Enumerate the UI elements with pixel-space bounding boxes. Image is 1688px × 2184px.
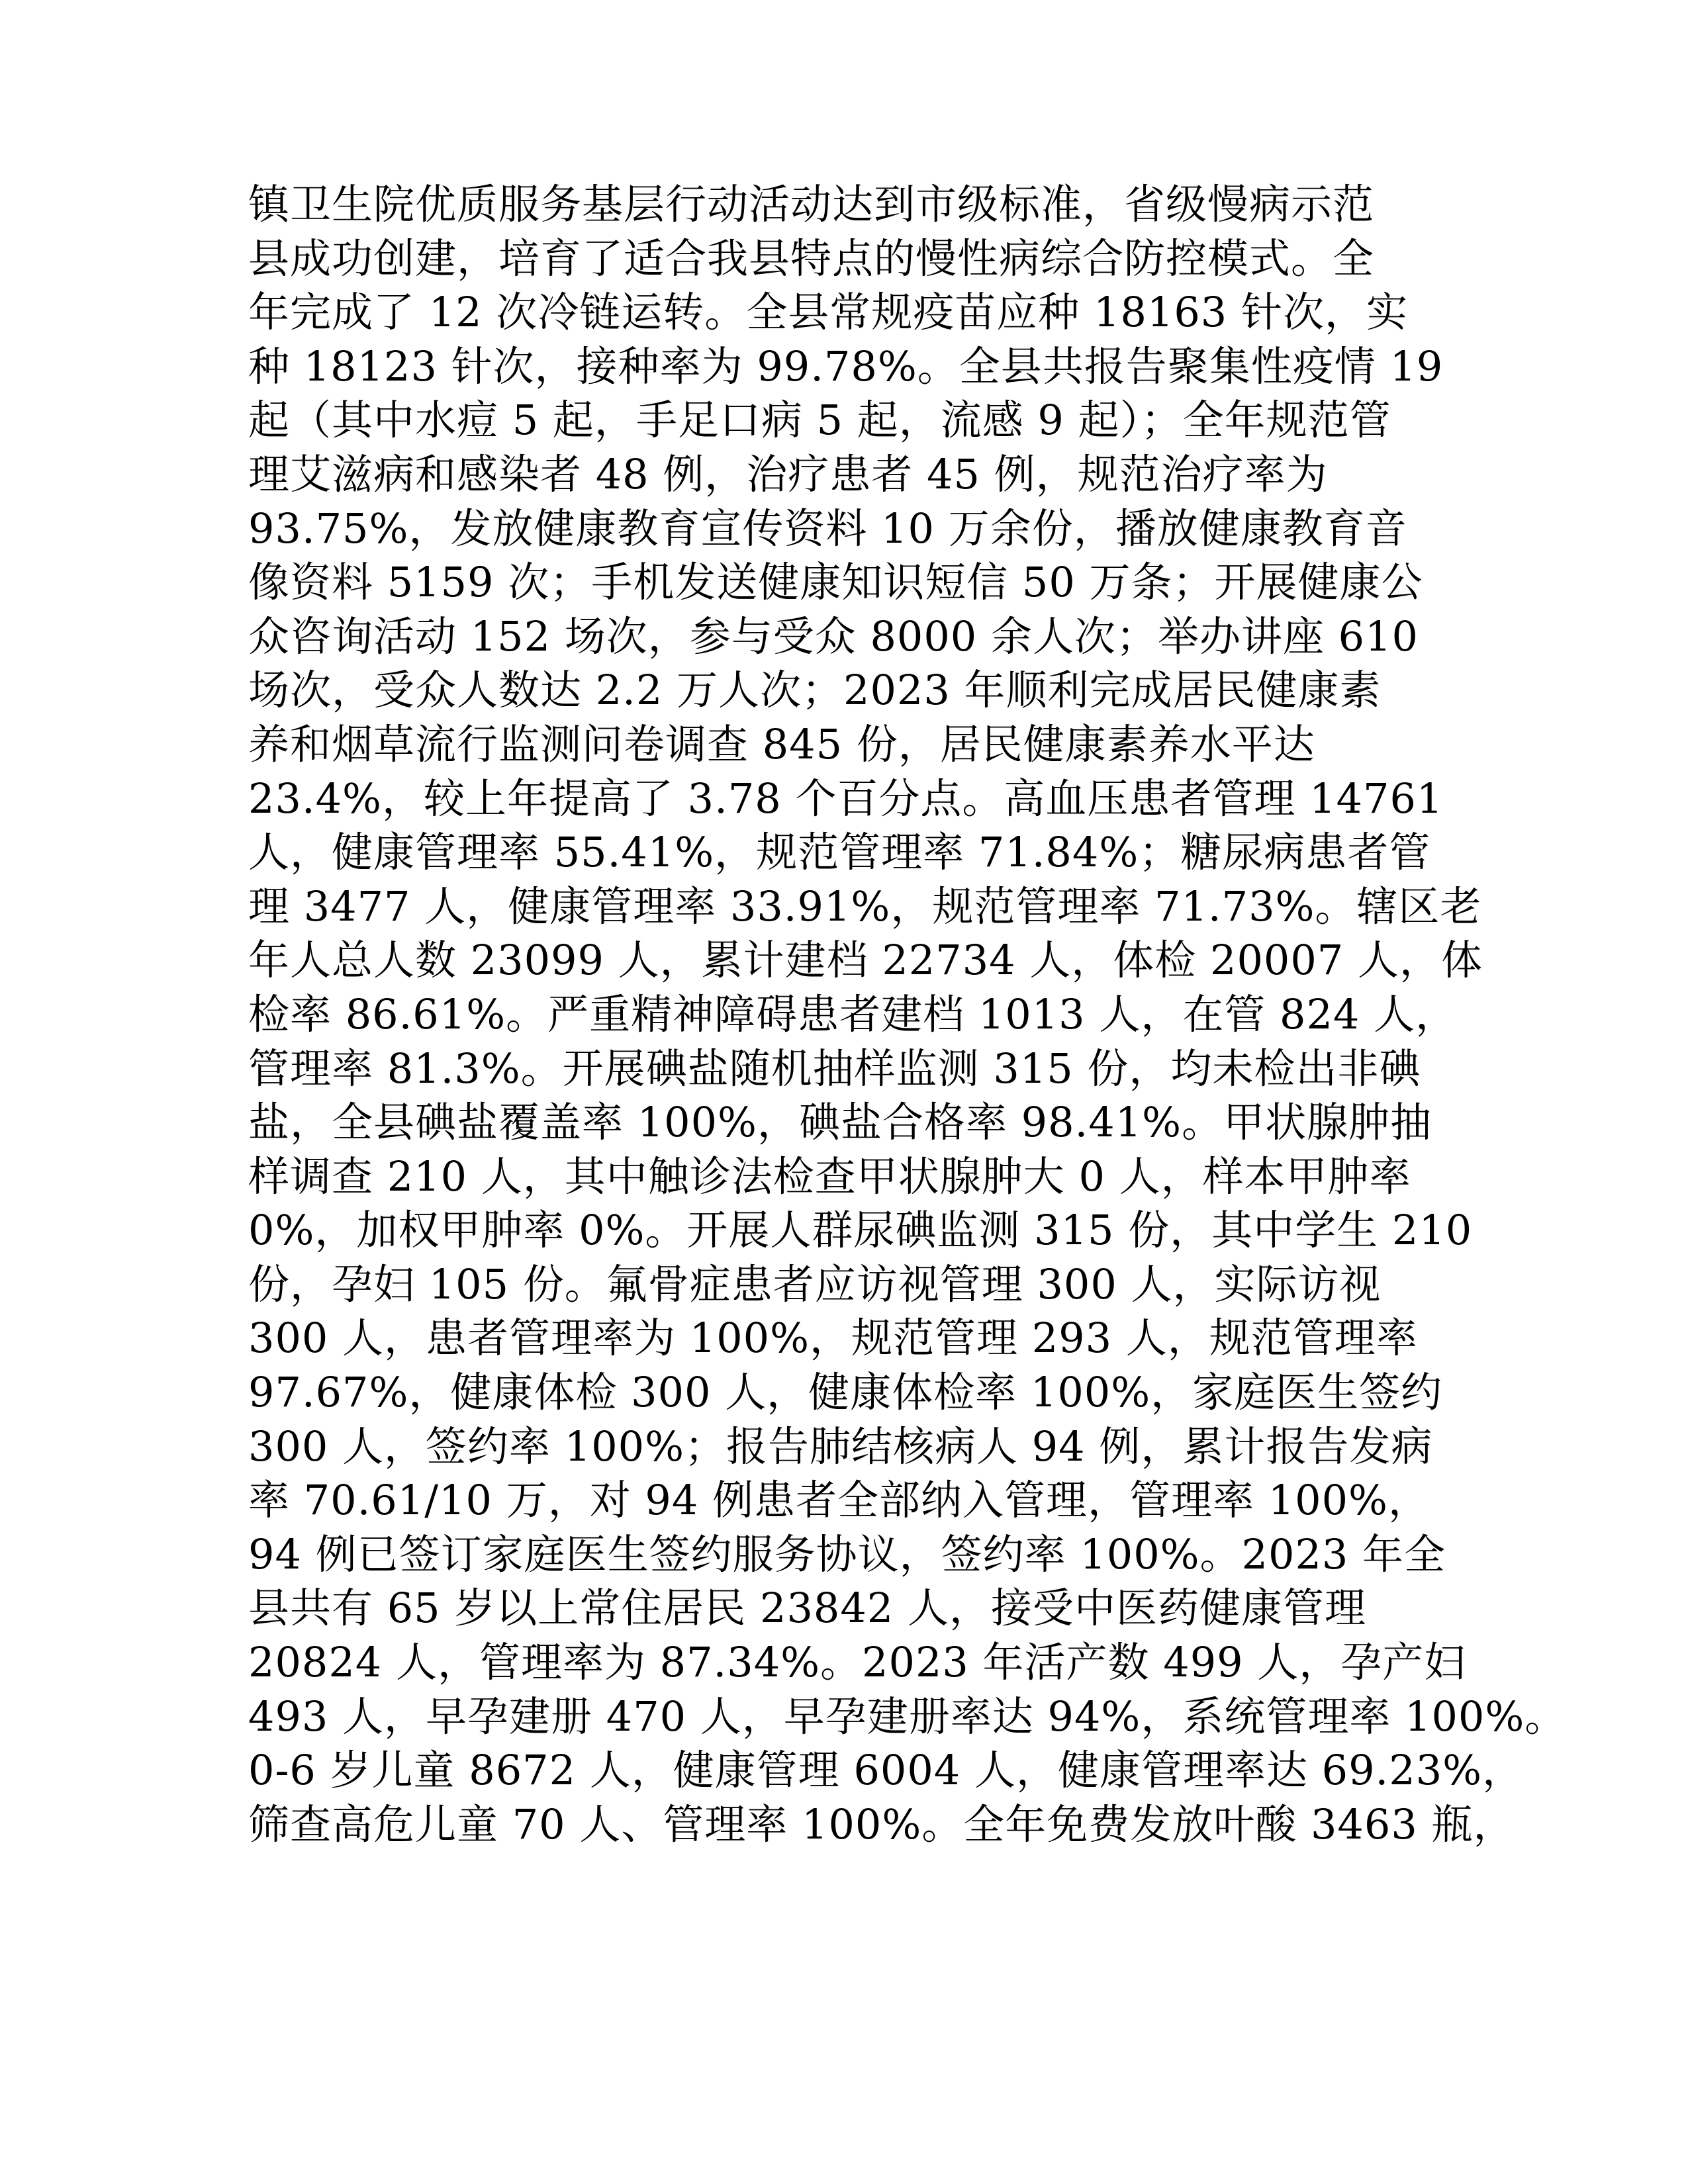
text-line: 检率 86.61%。严重精神障碍患者建档 1013 人，在管 824 人， [248,989,1458,1038]
text-line: 0-6 岁儿童 8672 人，健康管理 6004 人，健康管理率达 69.23%， [248,1746,1524,1795]
text-line: 年人总人数 23099 人，累计建档 22734 人，体检 20007 人，体 [248,936,1483,985]
text-line: 94 例已签订家庭医生签约服务协议，签约率 100%。2023 年全 [248,1529,1446,1578]
text-line: 像资料 5159 次；手机发送健康知识短信 50 万条；开展健康公 [248,558,1423,607]
text-line: 0%，加权甲肿率 0%。开展人群尿碘监测 315 份，其中学生 210 [248,1206,1473,1255]
text-line: 97.67%，健康体检 300 人，健康体检率 100%，家庭医生签约 [248,1368,1443,1417]
text-line: 起（其中水痘 5 起，手足口病 5 起，流感 9 起）；全年规范管 [248,396,1391,445]
text-line: 年完成了 12 次冷链运转。全县常规疫苗应种 18163 针次，实 [248,288,1408,337]
text-line: 种 18123 针次，接种率为 99.78%。全县共报告聚集性疫情 19 [248,341,1444,390]
text-line: 管理率 81.3%。开展碘盐随机抽样监测 315 份，均未检出非碘 [248,1044,1421,1093]
text-line: 493 人，早孕建册 470 人，早孕建册率达 94%，系统管理率 100%。 [248,1692,1567,1741]
text-line: 盐，全县碘盐覆盖率 100%，碘盐合格率 98.41%。甲状腺肿抽 [248,1098,1432,1147]
text-line: 场次，受众人数达 2.2 万人次；2023 年顺利完成居民健康素 [248,666,1382,715]
text-line: 镇卫生院优质服务基层行动活动达到市级标准，省级慢病示范 [248,180,1375,228]
text-line: 理艾滋病和感染者 48 例，治疗患者 45 例，规范治疗率为 [248,449,1328,498]
text-line: 20824 人，管理率为 87.34%。2023 年活产数 499 人，孕产妇 [248,1638,1466,1687]
text-line: 理 3477 人，健康管理率 33.91%，规范管理率 71.73%。辖区老 [248,882,1482,931]
text-line: 县成功创建，培育了适合我县特点的慢性病综合防控模式。全 [248,234,1375,283]
text-line: 众咨询活动 152 场次，参与受众 8000 余人次；举办讲座 610 [248,612,1419,660]
text-line: 300 人，签约率 100%；报告肺结核病人 94 例，累计报告发病 [248,1422,1433,1471]
text-line: 人，健康管理率 55.41%，规范管理率 71.84%；糖尿病患者管 [248,828,1431,877]
text-line: 率 70.61/10 万，对 94 例患者全部纳入管理，管理率 100%， [248,1476,1430,1525]
text-line: 93.75%，发放健康教育宣传资料 10 万余份，播放健康教育音 [248,504,1407,553]
text-line: 养和烟草流行监测问卷调查 845 份，居民健康素养水平达 [248,719,1315,768]
text-line: 份，孕妇 105 份。氟骨症患者应访视管理 300 人，实际访视 [248,1259,1382,1308]
text-line: 300 人，患者管理率为 100%，规范管理 293 人，规范管理率 [248,1314,1418,1363]
text-line: 筛查高危儿童 70 人、管理率 100%。全年免费发放叶酸 3463 瓶， [248,1799,1515,1848]
text-line: 县共有 65 岁以上常住居民 23842 人，接受中医药健康管理 [248,1584,1366,1633]
body-paragraph [248,177,1567,1851]
text-line: 样调查 210 人，其中触诊法检查甲状腺肿大 0 人，样本甲肿率 [248,1152,1411,1201]
text-line: 23.4%，较上年提高了 3.78 个百分点。高血压患者管理 14761 [248,774,1444,823]
